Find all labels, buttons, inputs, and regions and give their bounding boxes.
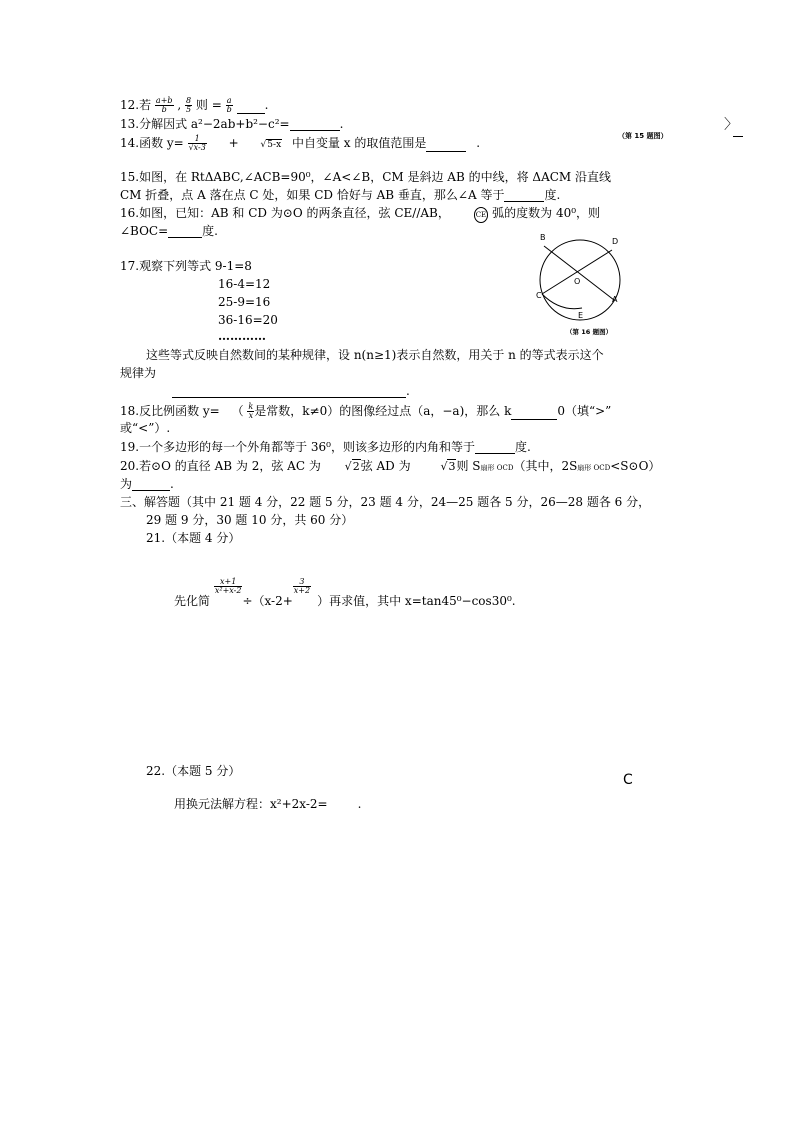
figure-15-caption: （第 15 题图） xyxy=(618,132,668,140)
question-18-line-1: 18.反比例函数 y= （ $\frac{k}{x}$ 是常数，k≠0）的图像经过点（a，−a)，那么 k 0（填“>” xyxy=(120,402,612,420)
question-17-answer-line: . xyxy=(120,384,410,398)
equation-line: 16-4=12 xyxy=(218,277,271,291)
question-16-line-1: 16.如图，已知：AB 和 CD 为⊙O 的两条直径，弦 CE//AB， CE 弧的度数为 40⁰，则 xyxy=(120,206,600,223)
answer-blank[interactable] xyxy=(237,103,265,114)
arc-symbol: CE xyxy=(474,207,488,223)
corner-dash xyxy=(733,136,743,137)
question-22-body: 用换元法解方程：x²+2x-2= . xyxy=(174,797,362,811)
question-18-line-2: 或“<”）. xyxy=(120,421,171,435)
stray-letter: C xyxy=(623,772,633,788)
question-21-body: 先化简 $\frac{x+1}{\text{x²+x-2}}$ ÷（x-2+ $\frac{3}{x+2}$ ）再求值，其中 x=tan45⁰−cos30⁰. xyxy=(174,577,516,608)
answer-blank[interactable] xyxy=(132,480,170,491)
label-o: O xyxy=(574,277,581,286)
fraction: $\frac{3}{x+2}$ xyxy=(293,577,311,595)
diameter-ab xyxy=(544,246,614,300)
section-3-heading-line-2: 29 题 9 分，30 题 10 分，共 60 分） xyxy=(146,513,354,527)
figure-16-circle-diagram xyxy=(530,228,640,340)
fraction: $\frac{1}{√x-3}$ xyxy=(188,134,206,152)
label-c: C xyxy=(536,291,542,300)
equation-dots: ………… xyxy=(218,329,266,343)
label-b: B xyxy=(540,233,546,242)
label-e: E xyxy=(578,311,584,320)
question-17-intro: 17.观察下列等式 9-1=8 xyxy=(120,259,252,273)
answer-blank[interactable] xyxy=(504,191,544,202)
answer-blank[interactable] xyxy=(172,387,406,398)
sqrt-3: √3 xyxy=(440,460,456,473)
fraction: $\frac{k}{x}$ xyxy=(248,402,254,420)
answer-blank[interactable] xyxy=(290,120,340,131)
question-20-line-2: 为 . xyxy=(120,477,174,491)
diameter-cd xyxy=(542,250,612,294)
question-17-para-2: 规律为 xyxy=(120,366,157,380)
question-16-line-2: ∠BOC= 度. xyxy=(120,224,218,238)
question-15-line-1: 15.如图，在 RtΔABC,∠ACB=90⁰，∠A<∠B，CM 是斜边 AB 的中线，将 ΔACM 沿直线 xyxy=(120,170,612,184)
question-12: 12.若 $\frac{a+b}{b}$ , $\frac{8}{5}$ 则 = $\frac{a}{b}$ . xyxy=(120,96,269,114)
question-15-line-2: CM 折叠，点 A 落在点 C 处，如果 CD 恰好与 AB 垂直，那么∠A 等于 度. xyxy=(120,188,561,202)
fraction: $\frac{x+1}{\text{x²+x-2}}$ xyxy=(214,577,242,595)
equation-line: 25-9=16 xyxy=(218,295,271,309)
question-13: 13.分解因式 a²−2ab+b²−c²= . xyxy=(120,117,344,131)
equation-line: 36-16=20 xyxy=(218,313,278,327)
sqrt-2: √2 xyxy=(344,460,360,473)
fraction: $\frac{8}{5}$ xyxy=(186,96,192,114)
chord-ce xyxy=(542,294,582,309)
answer-blank[interactable] xyxy=(168,227,202,238)
answer-blank[interactable] xyxy=(511,409,557,420)
answer-blank[interactable] xyxy=(426,141,466,152)
corner-mark: 〉 xyxy=(724,117,738,133)
question-20-line-1: 20.若⊙O 的直径 AB 为 2，弦 AC 为 √2弦 AD 为 √3则 S扇形 OCD（其中，2S扇形 OCD<S⊙O） xyxy=(120,459,661,473)
answer-blank[interactable] xyxy=(475,443,515,454)
question-17-para-1: 这些等式反映自然数间的某种规律，设 n(n≥1)表示自然数，用关于 n 的等式表示这个 xyxy=(146,348,604,362)
question-22-heading: 22.（本题 5 分） xyxy=(146,764,241,778)
label-d: D xyxy=(612,237,619,246)
question-21-heading: 21.（本题 4 分） xyxy=(146,531,241,545)
fraction: $\frac{a+b}{b}$ xyxy=(155,96,173,114)
fraction: $\frac{a}{b}$ xyxy=(226,96,232,114)
figure-16-caption: （第 16 题图） xyxy=(566,328,613,336)
label-a: A xyxy=(612,295,618,304)
sqrt-expression: √5-x xyxy=(260,140,282,150)
question-14: 14.函数 y= $\frac{1}{√x-3}$ + √5-x 中自变量 x 的取值范围是 . xyxy=(120,134,481,152)
question-19: 19.一个多边形的每一个外角都等于 36⁰，则该多边形的内角和等于 度. xyxy=(120,440,531,454)
section-3-heading-line-1: 三、解答题（其中 21 题 4 分，22 题 5 分，23 题 4 分，24—25 题各 5 分，26—28 题各 6 分， xyxy=(120,495,651,509)
